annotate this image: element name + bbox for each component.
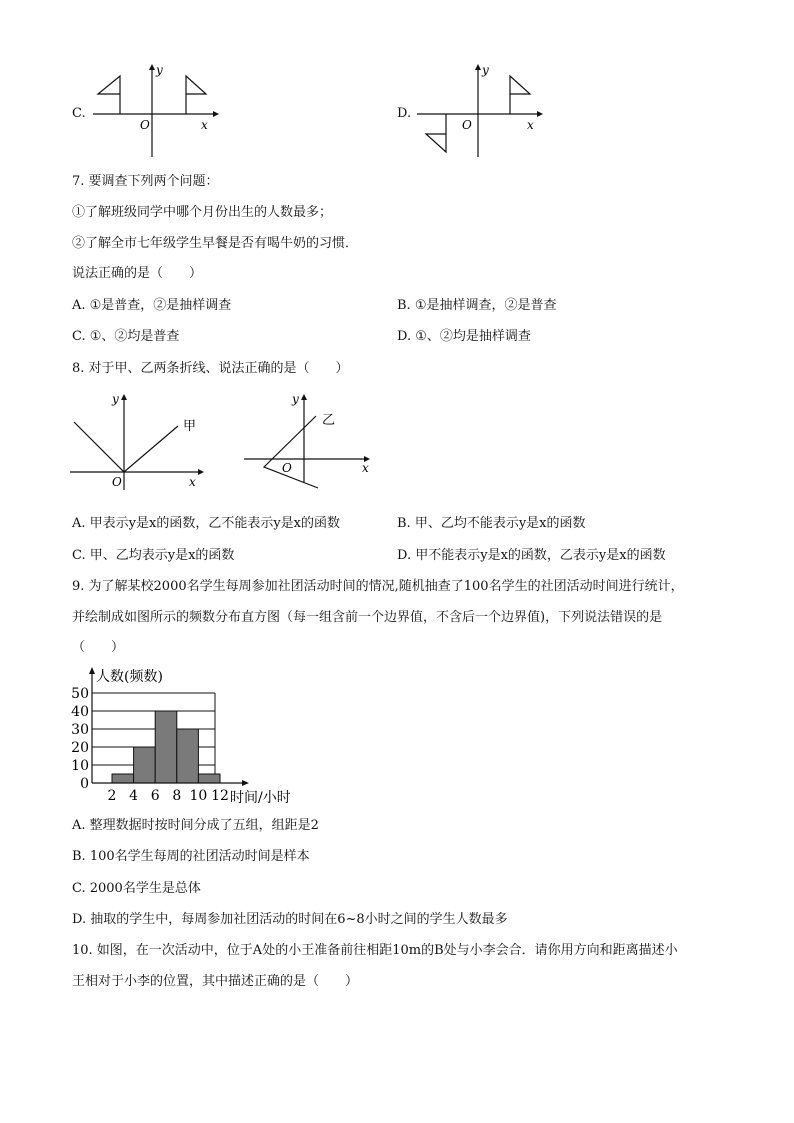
jia-label: 甲: [183, 419, 197, 434]
y-tick-label: 10: [71, 758, 89, 774]
x-axis-label: x: [201, 118, 208, 132]
question-9-stem-line-3: （ ）: [72, 640, 125, 655]
x-tick-label: 8: [172, 788, 182, 804]
x-tick-label: 10: [189, 788, 208, 804]
option-d-label: D.: [397, 106, 412, 121]
origin-label: O: [462, 118, 472, 132]
yi-label: 乙: [322, 413, 336, 428]
question-8-option-b[interactable]: B. 甲、乙均不能表示y是x的函数: [397, 516, 586, 531]
question-7-item-2: ②了解全市七年级学生早餐是否有喝牛奶的习惯．: [72, 236, 359, 251]
question-7-prompt: 说法正确的是（ ）: [72, 266, 203, 281]
graph-option-d: [412, 62, 552, 162]
histogram-bar: [155, 711, 177, 783]
graph-jia: [70, 392, 210, 492]
y-tick-label: 30: [71, 722, 89, 738]
question-8-stem: 8. 对于甲、乙两条折线、说法正确的是（ ）: [72, 361, 349, 376]
question-7-option-c[interactable]: C. ①、②均是普查: [72, 329, 180, 344]
question-9-option-c[interactable]: C. 2000名学生是总体: [72, 881, 201, 896]
question-10-stem-line-2: 王相对于小李的位置，其中描述正确的是（ ）: [72, 974, 359, 989]
graph-option-c: [88, 62, 228, 162]
y-axis-label: y: [482, 63, 489, 77]
right-flag: [510, 76, 530, 114]
question-7-stem: 7. 要调查下列两个问题：: [72, 174, 219, 189]
y-tick-label: 40: [71, 704, 89, 720]
y-tick-label: 20: [71, 740, 89, 756]
question-7-option-b[interactable]: B. ①是抽样调查，②是普查: [397, 298, 557, 313]
question-7-option-d[interactable]: D. ①、②均是抽样调查: [397, 329, 531, 344]
histogram-bar: [134, 747, 156, 783]
x-tick-label: 2: [107, 788, 117, 804]
x-tick-label: 6: [150, 788, 160, 804]
right-flag: [186, 76, 206, 114]
left-flag: [98, 76, 120, 114]
question-9-option-b[interactable]: B. 100名学生每周的社团活动时间是样本: [72, 849, 310, 864]
origin-label: O: [282, 461, 292, 475]
y-axis-title: 人数(频数): [96, 669, 163, 685]
x-axis-arrow: [242, 780, 249, 786]
left-flag: [426, 114, 446, 152]
jia-polyline: [74, 422, 178, 472]
x-axis-label: x: [189, 475, 196, 489]
question-8-option-a[interactable]: A. 甲表示y是x的函数，乙不能表示y是x的函数: [72, 516, 341, 531]
origin-label: O: [112, 475, 122, 489]
x-axis-label: x: [362, 461, 369, 475]
histogram-bar: [112, 774, 134, 783]
question-10-stem-line-1: 10. 如图，在一次活动中，位于A处的小王准备前往相距10m的B处与小李会合．请你用方向和距离描述小: [72, 943, 678, 958]
question-8-option-c[interactable]: C. 甲、乙均表示y是x的函数: [72, 548, 235, 563]
question-9-option-d[interactable]: D. 抽取的学生中，每周参加社团活动的时间在6~8小时之间的学生人数最多: [72, 912, 508, 927]
frequency-histogram: [60, 662, 290, 810]
x-axis-label: x: [527, 118, 534, 132]
y-axis-label: y: [292, 392, 299, 406]
question-9-stem-line-2: 并绘制成如图所示的频数分布直方图（每一组含前一个边界值，不含后一个边界值)，下列说法错误的是: [72, 610, 663, 625]
y-tick-label: 0: [80, 776, 89, 792]
y-axis-label: y: [156, 63, 163, 77]
question-8-option-d[interactable]: D. 甲不能表示y是x的函数，乙表示y是x的函数: [397, 548, 666, 563]
histogram-bar: [177, 729, 199, 783]
x-tick-label: 4: [129, 788, 139, 804]
graph-yi: [240, 392, 380, 492]
question-7-item-1: ①了解班级同学中哪个月份出生的人数最多；: [72, 205, 333, 220]
x-tick-label: 12: [211, 788, 229, 804]
question-7-option-a[interactable]: A. ①是普查，②是抽样调查: [72, 298, 232, 313]
yi-polyline: [264, 416, 318, 488]
histogram-bar: [198, 774, 220, 783]
question-9-stem-line-1: 9. 为了解某校2000名学生每周参加社团活动时间的情况,随机抽查了100名学生的社团活动时间进行统计，: [72, 579, 684, 594]
y-tick-label: 50: [71, 686, 89, 702]
y-axis-label: y: [112, 392, 119, 406]
origin-label: O: [140, 118, 150, 132]
x-axis-title: 时间/小时: [230, 790, 291, 806]
question-9-option-a[interactable]: A. 整理数据时按时间分成了五组，组距是2: [72, 818, 319, 833]
y-axis-arrow: [89, 667, 95, 674]
option-c-label: C.: [72, 106, 86, 121]
